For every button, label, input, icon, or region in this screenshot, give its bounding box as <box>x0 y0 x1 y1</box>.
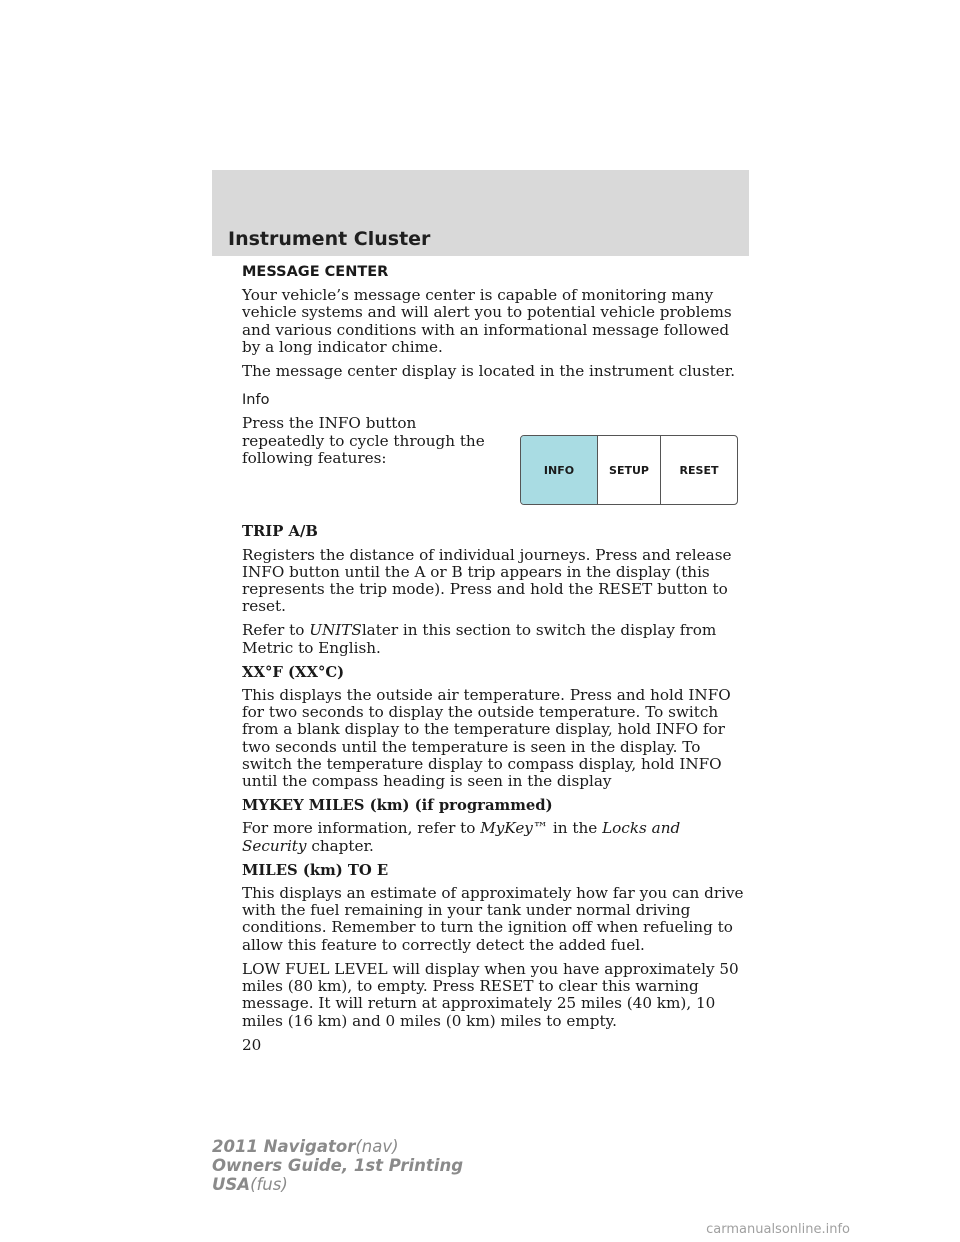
units-text-b: later in this section to switch the display from Metric to English. <box>242 621 717 657</box>
chapter-header-band <box>212 170 749 256</box>
mykey-reference: MyKey™ <box>480 819 549 838</box>
footer-line-2 <box>212 1156 463 1175</box>
footer-region-code: (fus) <box>250 1175 288 1194</box>
dte-heading: MILES (km) TO E <box>242 861 389 879</box>
setup-button[interactable]: SETUP <box>598 436 661 504</box>
message-center-button-panel <box>520 435 738 505</box>
mykey-heading: MYKEY MILES (km) (if programmed) <box>242 797 553 815</box>
temperature-paragraph: This displays the outside air temperature. Press and hold INFO for two seconds to display the outside temperature. To switch from a blank display to the temperature display, hold INFO for two seconds until the temperature is seen in the display. To switch the temperature display to compass display, hold INFO until the compass heading is seen in the display <box>242 686 731 791</box>
dte-paragraph-2: LOW FUEL LEVEL will display when you have approximately 50 miles (80 km), to empty. Press RESET to clear this warning message. It will return at approximately 25 miles (40 km), 10 miles (16 km) and 0 miles (0 km) miles to empty. <box>242 959 739 1030</box>
info-paragraph: Press the INFO button repeatedly to cycle through the following features: <box>242 414 485 467</box>
units-text-a: Refer to <box>242 621 310 640</box>
mykey-paragraph <box>242 820 747 854</box>
mykey-text-b: in the <box>552 819 598 838</box>
units-reference: UNITS <box>309 621 362 640</box>
info-heading: Info <box>242 392 270 409</box>
section-title: MESSAGE CENTER <box>242 264 389 280</box>
footer-line-3 <box>212 1175 463 1194</box>
mykey-text-a: For more information, refer to <box>242 819 481 838</box>
trip-heading: TRIP A/B <box>242 523 318 541</box>
print-footer <box>212 1137 463 1194</box>
info-button[interactable]: INFO <box>521 436 598 504</box>
page-number: 20 <box>242 1035 262 1054</box>
trip-paragraph: Registers the distance of individual journeys. Press and release INFO button until the A or B trip appears in the display (this represents the trip mode). Press and hold the RESET button to reset. <box>242 545 732 616</box>
chapter-title: Instrument Cluster <box>228 228 431 250</box>
footer-region: USA <box>212 1175 251 1194</box>
page-content <box>242 264 747 1054</box>
intro-paragraph-1: Your vehicle’s message center is capable of monitoring many vehicle systems and will alert you to potential vehicle problems and various conditions with an informational message followed by a long indicator chime. <box>242 286 732 356</box>
watermark: carmanualsonline.info <box>706 1222 850 1237</box>
reset-button[interactable]: RESET <box>679 463 719 477</box>
units-paragraph <box>242 622 747 656</box>
footer-line-1 <box>212 1137 463 1156</box>
info-row <box>242 415 747 523</box>
dte-paragraph-1: This displays an estimate of approximately how far you can drive with the fuel remaining in your tank under normal driving conditions. Remember to turn the ignition off when refueling to allow this feature to correctly detect the added fuel. <box>242 884 744 954</box>
temperature-heading: XX°F (XX°C) <box>242 663 345 681</box>
mykey-text-c: chapter. <box>311 836 374 855</box>
intro-paragraph-2: The message center display is located in the instrument cluster. <box>242 362 736 381</box>
footer-guide: Owners Guide, 1st Printing <box>212 1156 464 1175</box>
locks-security-reference: Locks and Security <box>242 819 681 855</box>
footer-model: 2011 Navigator <box>212 1137 356 1156</box>
footer-model-code: (nav) <box>355 1137 399 1156</box>
